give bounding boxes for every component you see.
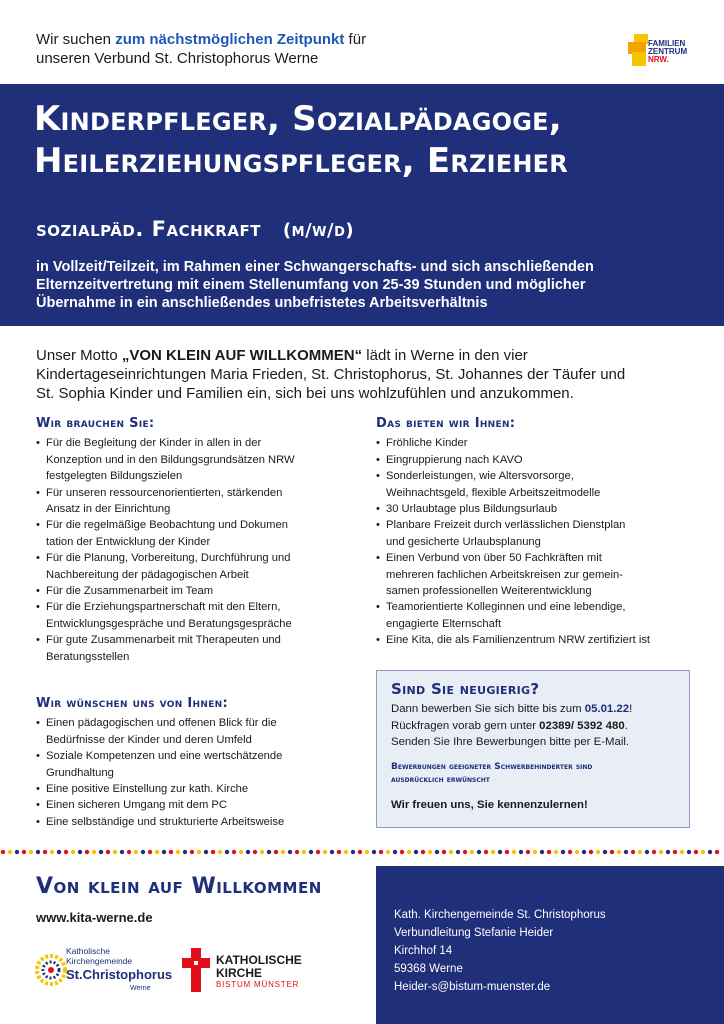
divider-dot xyxy=(344,850,348,854)
divider-dot xyxy=(547,850,551,854)
divider-dot xyxy=(666,850,670,854)
intro-line1-prefix: Wir suchen xyxy=(36,31,116,48)
divider-dot xyxy=(491,850,495,854)
bullet-list xyxy=(36,435,356,665)
divider-dot xyxy=(687,850,691,854)
motto-line3: St. Sophia Kinder und Familien ein, sich bei uns wohlzufühlen und anzukommen. xyxy=(36,385,574,402)
divider-dot xyxy=(680,850,684,854)
job-description-line2: Elternzeitvertretung mit einem Stellenumfang von 25-39 Stunden und möglicher xyxy=(36,277,586,293)
contact-email[interactable]: Heider-s@bistum-muenster.de xyxy=(394,981,551,993)
divider-dot xyxy=(260,850,264,854)
divider-dot xyxy=(225,850,229,854)
divider-dot xyxy=(617,850,621,854)
divider-dot xyxy=(43,850,47,854)
list-item xyxy=(36,797,356,813)
kk-logo-line3: BISTUM MÜNSTER xyxy=(216,980,300,989)
motto-suffix: lädt in Werne in den vier xyxy=(362,347,528,364)
list-item-text: Beratungsstellen xyxy=(46,650,130,663)
website-link[interactable]: www.kita-werne.de xyxy=(36,910,153,925)
list-item-text: Weihnachtsgeld, flexible Arbeitszeitmodelle xyxy=(386,486,601,499)
divider-dot xyxy=(141,850,145,854)
divider-dot xyxy=(57,850,61,854)
divider-dot xyxy=(568,850,572,854)
divider-dot xyxy=(589,850,593,854)
list-item xyxy=(376,550,698,599)
list-item-text: • 30 Urlaubtage plus Bildungsurlaub xyxy=(386,503,558,516)
section-heading: Wir brauchen Sie: xyxy=(36,416,155,431)
list-item-text: • Für gute Zusammenarbeit mit Therapeuten und xyxy=(46,634,281,647)
list-item xyxy=(376,632,698,648)
divider-dot xyxy=(316,850,320,854)
divider-dot xyxy=(372,850,376,854)
divider-dot xyxy=(15,850,19,854)
list-item xyxy=(36,748,356,781)
divider-dot xyxy=(99,850,103,854)
divider-dot xyxy=(78,850,82,854)
divider-dot xyxy=(386,850,390,854)
list-item-text: • Für die regelmäßige Beobachtung und Dokumen xyxy=(46,519,288,532)
list-item-text: • Eine selbständige und strukturierte Arbeitsweise xyxy=(46,815,285,828)
divider-dot xyxy=(211,850,215,854)
divider-dot xyxy=(330,850,334,854)
kirchengemeinde-logo xyxy=(34,940,173,1002)
title-banner xyxy=(0,84,724,326)
divider-dot xyxy=(197,850,201,854)
list-item xyxy=(376,517,698,550)
contact-box xyxy=(376,866,724,1024)
fz-logo-line3: NRW. xyxy=(648,55,669,64)
divider-dot xyxy=(624,850,628,854)
list-item xyxy=(36,517,356,550)
list-item-text: • Planbare Freizeit durch verlässlichen Dienstplan xyxy=(386,519,626,532)
divider-dot xyxy=(449,850,453,854)
intro-text xyxy=(36,30,366,68)
divider-dot xyxy=(400,850,404,854)
divider-dot xyxy=(379,850,383,854)
divider-dot xyxy=(302,850,306,854)
divider-dot xyxy=(701,850,705,854)
list-item xyxy=(36,632,356,665)
divider-dot xyxy=(351,850,355,854)
list-item xyxy=(36,550,356,583)
job-title-line1: Kinderpfleger, Sozialpädagoge, xyxy=(34,99,562,139)
divider-dot xyxy=(176,850,180,854)
list-item-text: Grundhaltung xyxy=(46,766,114,779)
list-item-text: tation der Entwicklung der Kinder xyxy=(46,535,211,548)
list-item-text: und gesicherte Urlaubsplanung xyxy=(386,535,541,548)
divider-dot xyxy=(71,850,75,854)
divider-dot xyxy=(484,850,488,854)
contact-organisation: Kath. Kirchengemeinde St. Christophorus xyxy=(394,909,606,921)
divider-dot xyxy=(22,850,26,854)
list-item-text: Bedürfnisse der Kinder und deren Umfeld xyxy=(46,733,252,746)
divider-dot xyxy=(505,850,509,854)
list-item-text: Nachbereitung der pädagogischen Arbeit xyxy=(46,568,249,581)
list-item xyxy=(36,781,356,797)
motto-paragraph xyxy=(36,346,696,403)
divider-dot xyxy=(673,850,677,854)
list-item-text: • Einen sicheren Umgang mit dem PC xyxy=(46,799,227,812)
application-info-box xyxy=(376,670,690,828)
divider-dot xyxy=(603,850,607,854)
list-item-text: • Teamorientierte Kolleginnen und eine lebendige, xyxy=(386,601,626,614)
phone-text: Rückfragen vorab gern unter xyxy=(391,719,540,732)
divider-dot xyxy=(435,850,439,854)
divider-dot xyxy=(477,850,481,854)
divider-dot xyxy=(526,850,530,854)
divider-dot xyxy=(498,850,502,854)
kg-logo-city: Werne xyxy=(130,985,151,992)
list-item-text: festgelegten Bildungszielen xyxy=(46,470,183,483)
motto-bold: „VON KLEIN AUF WILLKOMMEN“ xyxy=(121,347,363,364)
intro-line2: unseren Verbund St. Christophorus Werne xyxy=(36,50,319,67)
list-item xyxy=(36,814,356,830)
job-title xyxy=(34,98,568,182)
job-subtitle xyxy=(36,216,354,244)
bullet-list xyxy=(376,435,698,648)
divider-dot xyxy=(337,850,341,854)
intro-highlight: zum nächstmöglichen Zeitpunkt xyxy=(115,31,345,48)
divider-dot xyxy=(428,850,432,854)
dotted-divider xyxy=(0,846,724,858)
kirchengemeinde-logo-icon xyxy=(34,940,68,1000)
list-item xyxy=(376,501,698,517)
divider-dot xyxy=(631,850,635,854)
divider-dot xyxy=(645,850,649,854)
fz-logo-line2: ZENTRUM xyxy=(648,47,688,56)
closing-text: Wir freuen uns, Sie kennenzulernen! xyxy=(391,798,588,811)
section-heading: Wir wünschen uns von Ihnen: xyxy=(36,696,228,711)
divider-dot xyxy=(8,850,12,854)
contact-street: Kirchhof 14 xyxy=(394,945,453,957)
list-item xyxy=(36,485,356,518)
divider-dot xyxy=(183,850,187,854)
divider-dot xyxy=(519,850,523,854)
divider-dot xyxy=(393,850,397,854)
footer-motto: Von klein auf Willkommen xyxy=(36,874,322,899)
section-wir-brauchen-sie xyxy=(36,416,356,665)
divider-dot xyxy=(414,850,418,854)
divider-dot xyxy=(694,850,698,854)
divider-dot xyxy=(1,850,5,854)
job-subtitle-text: sozialpäd. Fachkraft xyxy=(36,217,261,241)
divider-dot xyxy=(358,850,362,854)
list-item xyxy=(36,435,356,484)
divider-dot xyxy=(323,850,327,854)
list-item-text: Konzeption und in den Bildungsgrundsätzen NRW xyxy=(46,453,295,466)
familienzentrum-logo xyxy=(628,30,692,72)
divider-dot xyxy=(120,850,124,854)
list-item-text: • Einen pädagogischen und offenen Blick für die xyxy=(46,717,277,730)
divider-dot xyxy=(610,850,614,854)
bullet-list xyxy=(36,715,356,830)
divider-dot xyxy=(407,850,411,854)
section-das-bieten-wir xyxy=(376,416,698,649)
divider-dot xyxy=(554,850,558,854)
fz-logo-line1: FAMILIEN xyxy=(648,39,686,48)
divider-dot xyxy=(92,850,96,854)
divider-dot xyxy=(442,850,446,854)
deadline-suffix: ! xyxy=(629,703,633,716)
divider-dot xyxy=(64,850,68,854)
contact-person: Verbundleitung Stefanie Heider xyxy=(394,927,554,939)
cross-icon xyxy=(182,948,210,992)
list-item xyxy=(36,715,356,748)
divider-dot xyxy=(267,850,271,854)
divider-dot xyxy=(715,850,719,854)
list-item-text: • Sonderleistungen, wie Altersvorsorge, xyxy=(386,470,574,483)
list-item-text: mehreren fachlichen Arbeitskreisen zur gemein- xyxy=(386,568,623,581)
list-item-text: • Für die Erziehungspartnerschaft mit den Eltern, xyxy=(46,601,281,614)
phone-suffix: . xyxy=(624,719,628,732)
list-item-text: samen professionellen Weiterentwicklung xyxy=(386,585,592,598)
job-description xyxy=(36,258,696,312)
kg-logo-line1: Katholische xyxy=(66,946,110,956)
divider-dot xyxy=(127,850,131,854)
divider-dot xyxy=(575,850,579,854)
job-description-line1: in Vollzeit/Teilzeit, im Rahmen einer Schwangerschafts- und sich anschließenden xyxy=(36,259,594,275)
divider-dot xyxy=(533,850,537,854)
section-heading: Das bieten wir Ihnen: xyxy=(376,416,516,431)
list-item xyxy=(376,435,698,451)
divider-dot xyxy=(582,850,586,854)
kg-logo-name: St.Christophorus xyxy=(66,967,173,982)
katholische-kirche-logo xyxy=(182,946,312,996)
divider-dot xyxy=(232,850,236,854)
divider-dot xyxy=(29,850,33,854)
list-item-text: • Für die Planung, Vorbereitung, Durchführung und xyxy=(46,552,291,565)
divider-dot xyxy=(134,850,138,854)
divider-dot xyxy=(281,850,285,854)
divider-dot xyxy=(169,850,173,854)
list-item xyxy=(376,468,698,501)
list-item-text: • Einen Verbund von über 50 Fachkräften mit xyxy=(386,552,602,565)
kk-logo-line2: KIRCHE xyxy=(216,966,263,980)
divider-dot xyxy=(204,850,208,854)
list-item-text: • Soziale Kompetenzen und eine wertschätzende xyxy=(46,750,283,763)
job-description-line3: Übernahme in ein anschließendes unbefristetes Arbeitsverhältnis xyxy=(36,295,488,311)
phone-number[interactable]: 02389/ 5392 480 xyxy=(539,719,625,732)
gender-note: (m/w/d) xyxy=(282,220,355,241)
divider-dot xyxy=(274,850,278,854)
list-item-text: engagierte Elternschaft xyxy=(386,617,502,630)
list-item-text: • Fröhliche Kinder xyxy=(386,437,468,450)
divider-dot xyxy=(659,850,663,854)
familienzentrum-logo-icon xyxy=(628,34,650,68)
divider-dot xyxy=(421,850,425,854)
motto-line2: Kindertageseinrichtungen Maria Frieden, St. Christophorus, St. Johannes der Täufer und xyxy=(36,366,626,383)
divider-dot xyxy=(155,850,159,854)
list-item-text: • Eine positive Einstellung zur kath. Kirche xyxy=(46,783,249,796)
deadline-date: 05.01.22 xyxy=(584,703,630,716)
motto-prefix: Unser Motto xyxy=(36,347,122,364)
divider-dot xyxy=(652,850,656,854)
list-item-text: Entwicklungsgespräche und Beratungsgespräche xyxy=(46,617,292,630)
divider-dot xyxy=(288,850,292,854)
divider-dot xyxy=(638,850,642,854)
list-item xyxy=(376,599,698,632)
divider-dot xyxy=(365,850,369,854)
divider-dot xyxy=(50,850,54,854)
divider-dot xyxy=(561,850,565,854)
list-item-text: • Für unseren ressourcenorientierten, stärkenden xyxy=(46,486,283,499)
divider-dot xyxy=(309,850,313,854)
list-item-text: • Eine Kita, die als Familienzentrum NRW zertifiziert ist xyxy=(386,634,651,647)
divider-dot xyxy=(295,850,299,854)
divider-dot xyxy=(106,850,110,854)
divider-dot xyxy=(540,850,544,854)
divider-dot xyxy=(253,850,257,854)
divider-dot xyxy=(148,850,152,854)
divider-dot xyxy=(36,850,40,854)
info-box-heading: Sind Sie neugierig? xyxy=(391,680,540,698)
list-item-text: Ansatz in der Einrichtung xyxy=(46,503,171,516)
disability-note: Bewerbungen geeigneter Schwerbehinderter sind ausdrücklich erwünscht xyxy=(391,761,593,785)
list-item-text: • Für die Begleitung der Kinder in allen in der xyxy=(46,437,262,450)
divider-dot xyxy=(708,850,712,854)
intro-line1-suffix: für xyxy=(344,31,367,48)
contact-city: 59368 Werne xyxy=(394,963,463,975)
kk-logo-line1: KATHOLISCHE xyxy=(216,953,302,967)
section-wir-wuenschen xyxy=(36,696,356,830)
kg-logo-line2: Kirchengemeinde xyxy=(66,956,133,966)
divider-dot xyxy=(596,850,600,854)
divider-dot xyxy=(463,850,467,854)
divider-dot xyxy=(456,850,460,854)
divider-dot xyxy=(470,850,474,854)
list-item xyxy=(36,583,356,599)
divider-dot xyxy=(512,850,516,854)
divider-dot xyxy=(190,850,194,854)
email-instruction: Senden Sie Ihre Bewerbungen bitte per E-Mail. xyxy=(391,736,630,749)
deadline-text: Dann bewerben Sie sich bitte bis zum xyxy=(391,703,585,716)
divider-dot xyxy=(85,850,89,854)
job-title-line2: Heilerziehungspfleger, Erzieher xyxy=(34,141,568,181)
divider-dot xyxy=(218,850,222,854)
divider-dot xyxy=(246,850,250,854)
list-item xyxy=(376,452,698,468)
divider-dot xyxy=(162,850,166,854)
divider-dot xyxy=(113,850,117,854)
list-item-text: • Für die Zusammenarbeit im Team xyxy=(46,585,214,598)
divider-dot xyxy=(239,850,243,854)
list-item-text: • Eingruppierung nach KAVO xyxy=(386,453,523,466)
list-item xyxy=(36,599,356,632)
